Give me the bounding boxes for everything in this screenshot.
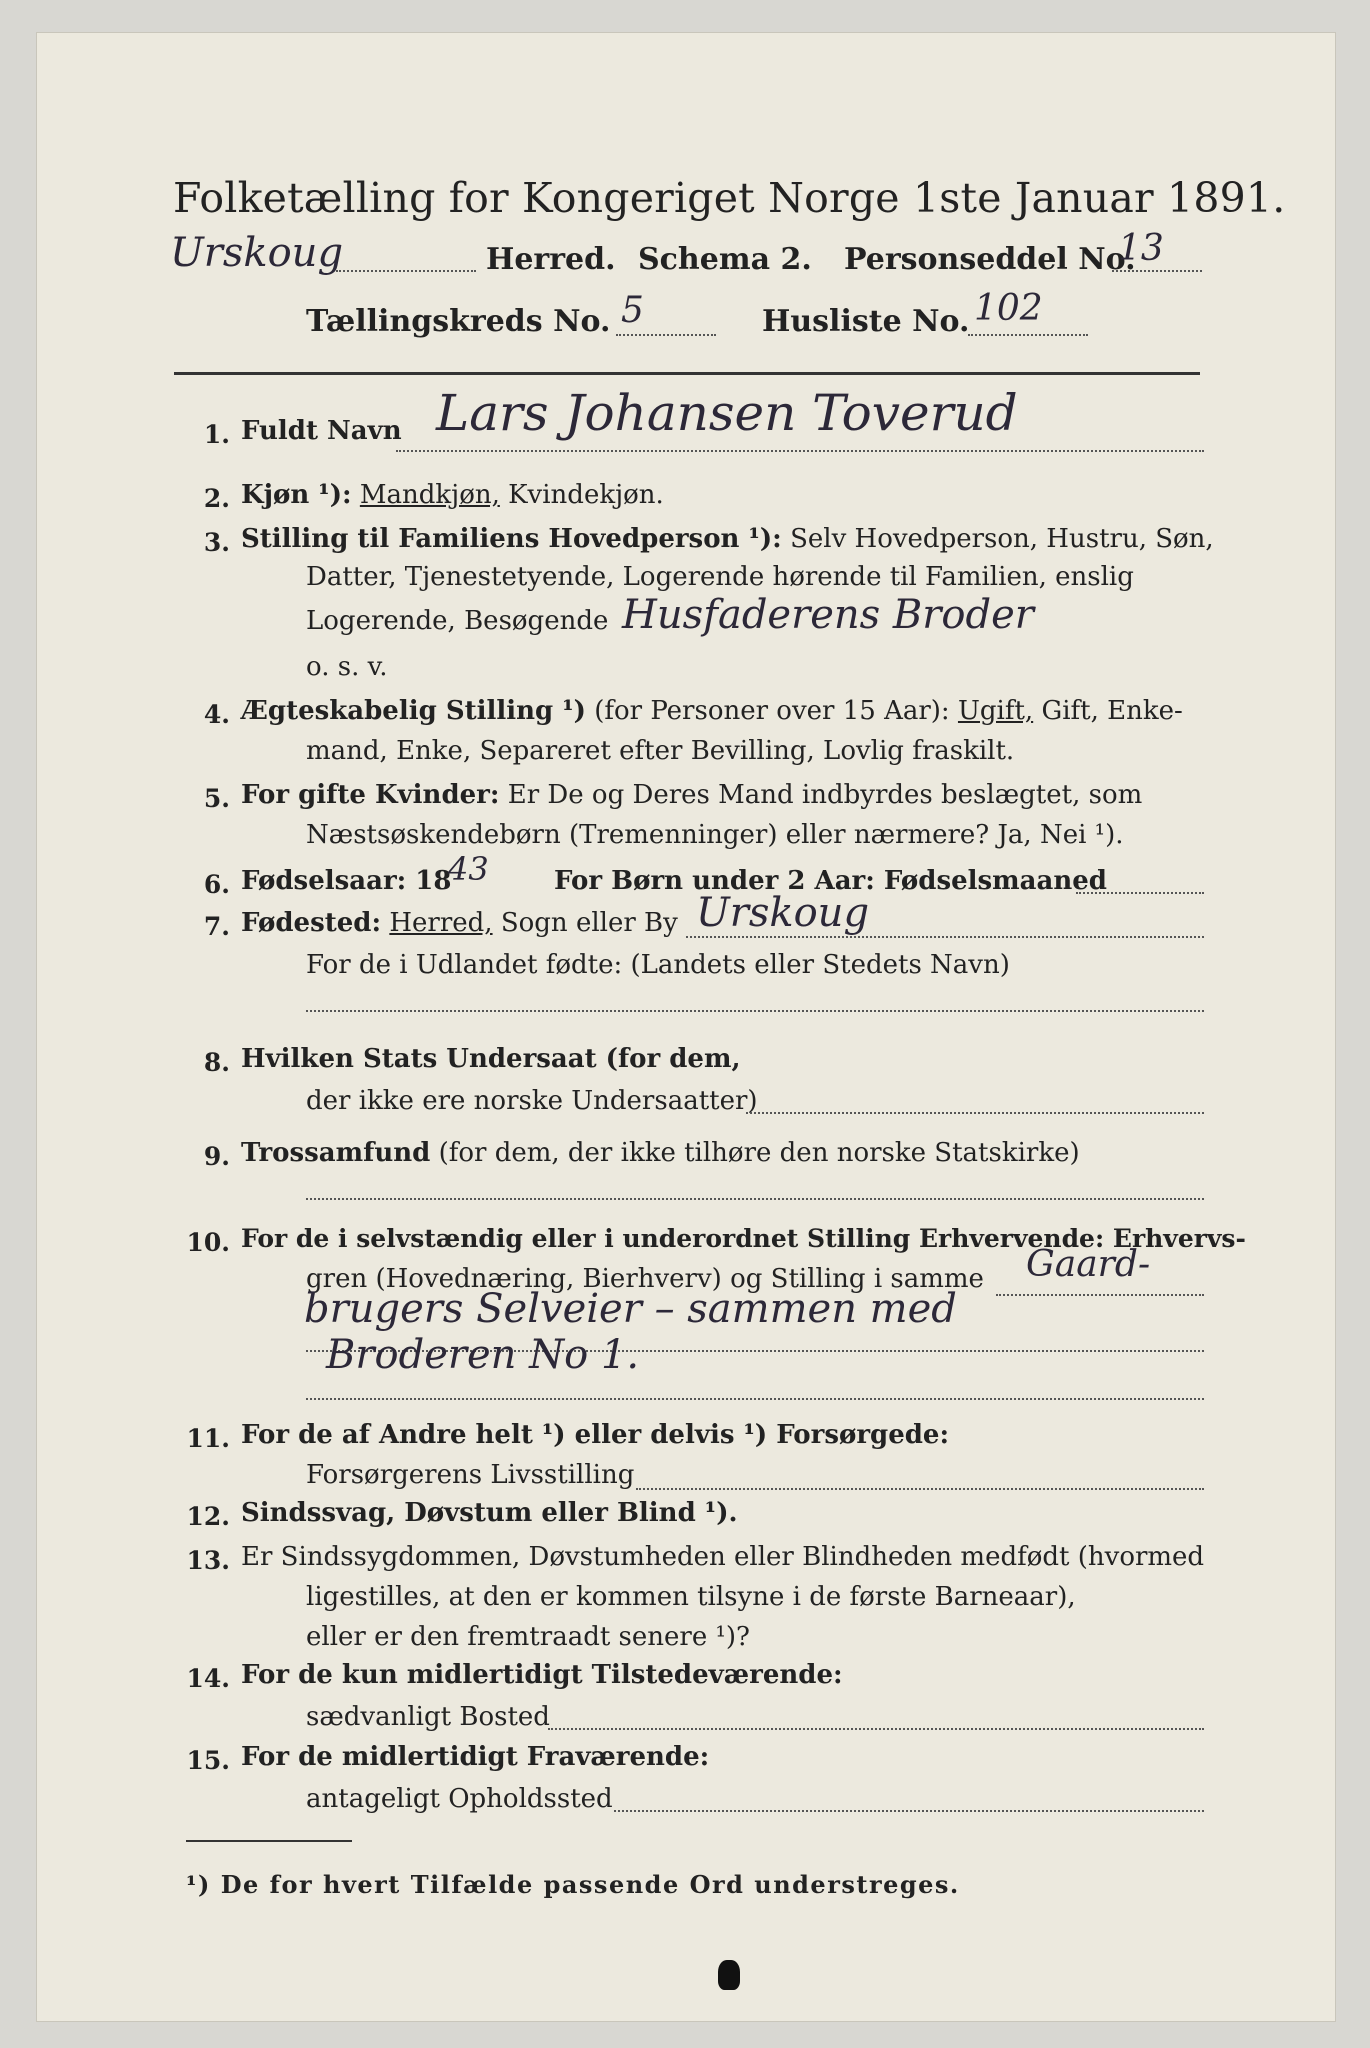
form-title: Folketælling for Kongeriget Norge 1ste Januar 1891. — [173, 174, 1286, 222]
q4-line1 — [241, 692, 1183, 730]
q6-dotted-line — [1076, 892, 1204, 894]
q13-line3: eller er den fremtraadt senere ¹)? — [306, 1622, 750, 1652]
q4-label: Ægteskabelig Stilling ¹) — [241, 696, 586, 726]
q14-number: 14. — [186, 1664, 230, 1693]
kreds-dotted-line — [616, 334, 716, 336]
q15-line2: antageligt Opholdssted — [306, 1784, 613, 1814]
husliste-value: 102 — [974, 288, 1043, 329]
footnote-rule — [186, 1840, 352, 1842]
q7-option-herred: Herred, — [389, 908, 493, 938]
q3-line1 — [241, 520, 1214, 558]
q1-label: Fuldt Navn — [241, 416, 402, 446]
q13-number: 13. — [186, 1546, 230, 1575]
husliste-label: Husliste No. — [762, 304, 970, 339]
personseddel-value: 13 — [1118, 228, 1164, 269]
personseddel-dotted-line — [1112, 270, 1202, 272]
q7-dotted-line — [686, 936, 1204, 938]
q2-label: Kjøn ¹): — [241, 480, 352, 510]
q9-dotted-line — [306, 1198, 1204, 1200]
q6-year-value: 43 — [448, 850, 489, 888]
q7-line2: For de i Udlandet fødte: (Landets eller Stedets Navn) — [306, 950, 1010, 980]
q7-number: 7. — [203, 912, 230, 941]
q8-line1: Hvilken Stats Undersaat (for dem, — [241, 1044, 741, 1074]
footnote: ¹) De for hvert Tilfælde passende Ord understreges. — [186, 1870, 960, 1899]
q8-line2: der ikke ere norske Undersaatter) — [306, 1086, 758, 1116]
q9-question: (for dem, der ikke tilhøre den norske Statskirke) — [438, 1138, 1080, 1168]
kreds-label: Tællingskreds No. — [306, 304, 611, 339]
q5-line1 — [241, 776, 1142, 814]
q3-line2: Datter, Tjenestetyende, Logerende hørende til Familien, enslig — [306, 562, 1134, 592]
q4-qualifier: (for Personer over 15 Aar): — [594, 696, 950, 726]
q4-line2: mand, Enke, Separeret efter Bevilling, Lovlig fraskilt. — [306, 736, 1015, 766]
q5-number: 5. — [203, 784, 230, 813]
q7-label: Fødested: — [241, 908, 382, 938]
q1-number: 1. — [203, 420, 230, 449]
q2-line — [241, 476, 664, 514]
q10-line2: gren (Hovednæring, Bierhverv) og Stilling i samme — [306, 1264, 984, 1294]
q11-number: 11. — [186, 1424, 230, 1453]
q10-dotted-line-1 — [996, 1294, 1204, 1296]
q3-number: 3. — [203, 528, 230, 557]
q7-dotted-line-2 — [306, 1010, 1204, 1012]
q10-line1: For de i selvstændig eller i underordnet Stilling Erhvervende: Erhvervs- — [241, 1224, 1246, 1253]
q4-options-rest: Gift, Enke- — [1041, 696, 1183, 726]
ink-blot — [718, 1960, 740, 1990]
personseddel-label: Personseddel No. — [844, 242, 1136, 277]
q2-option-male: Mandkjøn, — [359, 480, 500, 510]
q15-dotted-line — [614, 1810, 1204, 1812]
q5-question: Er De og Deres Mand indbyrdes beslægtet, som — [507, 780, 1143, 810]
q5-line2: Næstsøskendebørn (Tremenninger) eller nærmere? Ja, Nei ¹). — [306, 820, 1124, 850]
q10-number: 10. — [186, 1228, 230, 1257]
q3-value: Husfaderens Broder — [622, 592, 1034, 638]
q15-line1: For de midlertidigt Fraværende: — [241, 1742, 710, 1772]
q4-option-ugift: Ugift, — [957, 696, 1034, 726]
q7-value: Urskoug — [696, 890, 870, 936]
census-form-page — [36, 32, 1336, 2022]
q11-line2: Forsørgerens Livsstilling — [306, 1460, 635, 1490]
q7-options-rest: Sogn eller By — [500, 908, 678, 938]
q3-line3: Logerende, Besøgende — [306, 606, 609, 636]
q3-line4: o. s. v. — [306, 652, 388, 682]
q3-label: Stilling til Familiens Hovedperson ¹): — [241, 524, 782, 554]
q3-options-1: Selv Hovedperson, Hustru, Søn, — [790, 524, 1214, 554]
herred-label: Herred. — [486, 242, 616, 277]
q2-number: 2. — [203, 484, 230, 513]
q11-dotted-line — [636, 1488, 1204, 1490]
q14-dotted-line — [548, 1728, 1204, 1730]
q4-number: 4. — [203, 700, 230, 729]
q13-line1: Er Sindssygdommen, Døvstumheden eller Blindheden medfødt (hvormed — [241, 1542, 1205, 1572]
q8-number: 8. — [203, 1048, 230, 1077]
q10-dotted-line-3 — [306, 1398, 1204, 1400]
q12-number: 12. — [186, 1502, 230, 1531]
schema-label: Schema 2. — [638, 242, 812, 277]
q5-label: For gifte Kvinder: — [241, 780, 500, 810]
q10-value-2: brugers Selveier – sammen med — [304, 1286, 957, 1332]
q10-value-3: Broderen No 1. — [326, 1332, 640, 1378]
q1-dotted-line — [396, 450, 1204, 452]
q9-label: Trossamfund — [241, 1138, 431, 1168]
q14-line1: For de kun midlertidigt Tilstedeværende: — [241, 1660, 843, 1690]
husliste-dotted-line — [968, 334, 1088, 336]
q6-label: Fødselsaar: 18 — [241, 866, 452, 896]
q12-line1: Sindssvag, Døvstum eller Blind ¹). — [241, 1498, 738, 1528]
q11-line1: For de af Andre helt ¹) eller delvis ¹) Forsørgede: — [241, 1420, 950, 1450]
q1-name-value: Lars Johansen Toverud — [436, 384, 1018, 442]
herred-dotted-line — [336, 270, 476, 272]
q2-option-female: Kvindekjøn. — [508, 480, 664, 510]
q6-rest: For Børn under 2 Aar: Fødselsmaaned — [554, 866, 1107, 896]
q9-number: 9. — [203, 1142, 230, 1171]
header-rule — [174, 372, 1200, 375]
q8-dotted-line — [746, 1112, 1204, 1114]
q7-line1 — [241, 904, 678, 942]
kreds-value: 5 — [621, 290, 644, 331]
herred-value: Urskoug — [170, 230, 344, 276]
q9-line1 — [241, 1134, 1080, 1172]
q13-line2: ligestilles, at den er kommen tilsyne i de første Barneaar), — [306, 1582, 1076, 1612]
q6-number: 6. — [203, 870, 230, 899]
q10-value-1: Gaard- — [1026, 1244, 1151, 1285]
q15-number: 15. — [186, 1746, 230, 1775]
q14-line2: sædvanligt Bosted — [306, 1702, 550, 1732]
